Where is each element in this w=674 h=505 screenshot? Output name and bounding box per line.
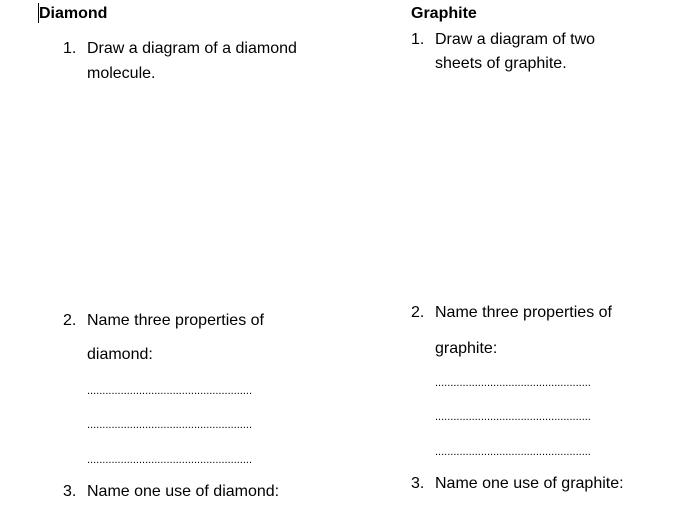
diamond-answer-blank-2: ......................................................: [87, 419, 253, 431]
diamond-answer-blank-3: ......................................................: [87, 454, 253, 466]
graphite-q3-number: 3.: [411, 475, 425, 492]
graphite-answer-blank-1: ...................................................: [435, 377, 591, 389]
diamond-answer-blank-1: ......................................................: [87, 385, 253, 397]
graphite-answer-blank-2: ...................................................: [435, 411, 591, 423]
graphite-q1-line1: Draw a diagram of two: [435, 31, 596, 48]
graphite-q2-line1: Name three properties of: [435, 304, 612, 321]
graphite-q1-line2: sheets of graphite.: [435, 55, 567, 72]
diamond-q1-number: 1.: [63, 40, 77, 57]
graphite-q2-number: 2.: [411, 304, 425, 321]
diamond-heading: Diamond: [39, 5, 108, 22]
diamond-q1-line1: Draw a diagram of a diamond: [87, 40, 297, 57]
diamond-q3-number: 3.: [63, 483, 77, 500]
diamond-q2-line2: diamond:: [87, 346, 153, 363]
graphite-answer-blank-3: ...................................................: [435, 446, 591, 458]
diamond-q2-number: 2.: [63, 312, 77, 329]
diamond-q3-text: Name one use of diamond:: [87, 483, 280, 500]
graphite-q2-line2: graphite:: [435, 340, 498, 357]
diamond-q1-line2: molecule.: [87, 65, 156, 82]
diamond-q2-line1: Name three properties of: [87, 312, 264, 329]
graphite-heading: Graphite: [411, 5, 477, 22]
graphite-q3-text: Name one use of graphite:: [435, 475, 624, 492]
graphite-q1-number: 1.: [411, 31, 425, 48]
